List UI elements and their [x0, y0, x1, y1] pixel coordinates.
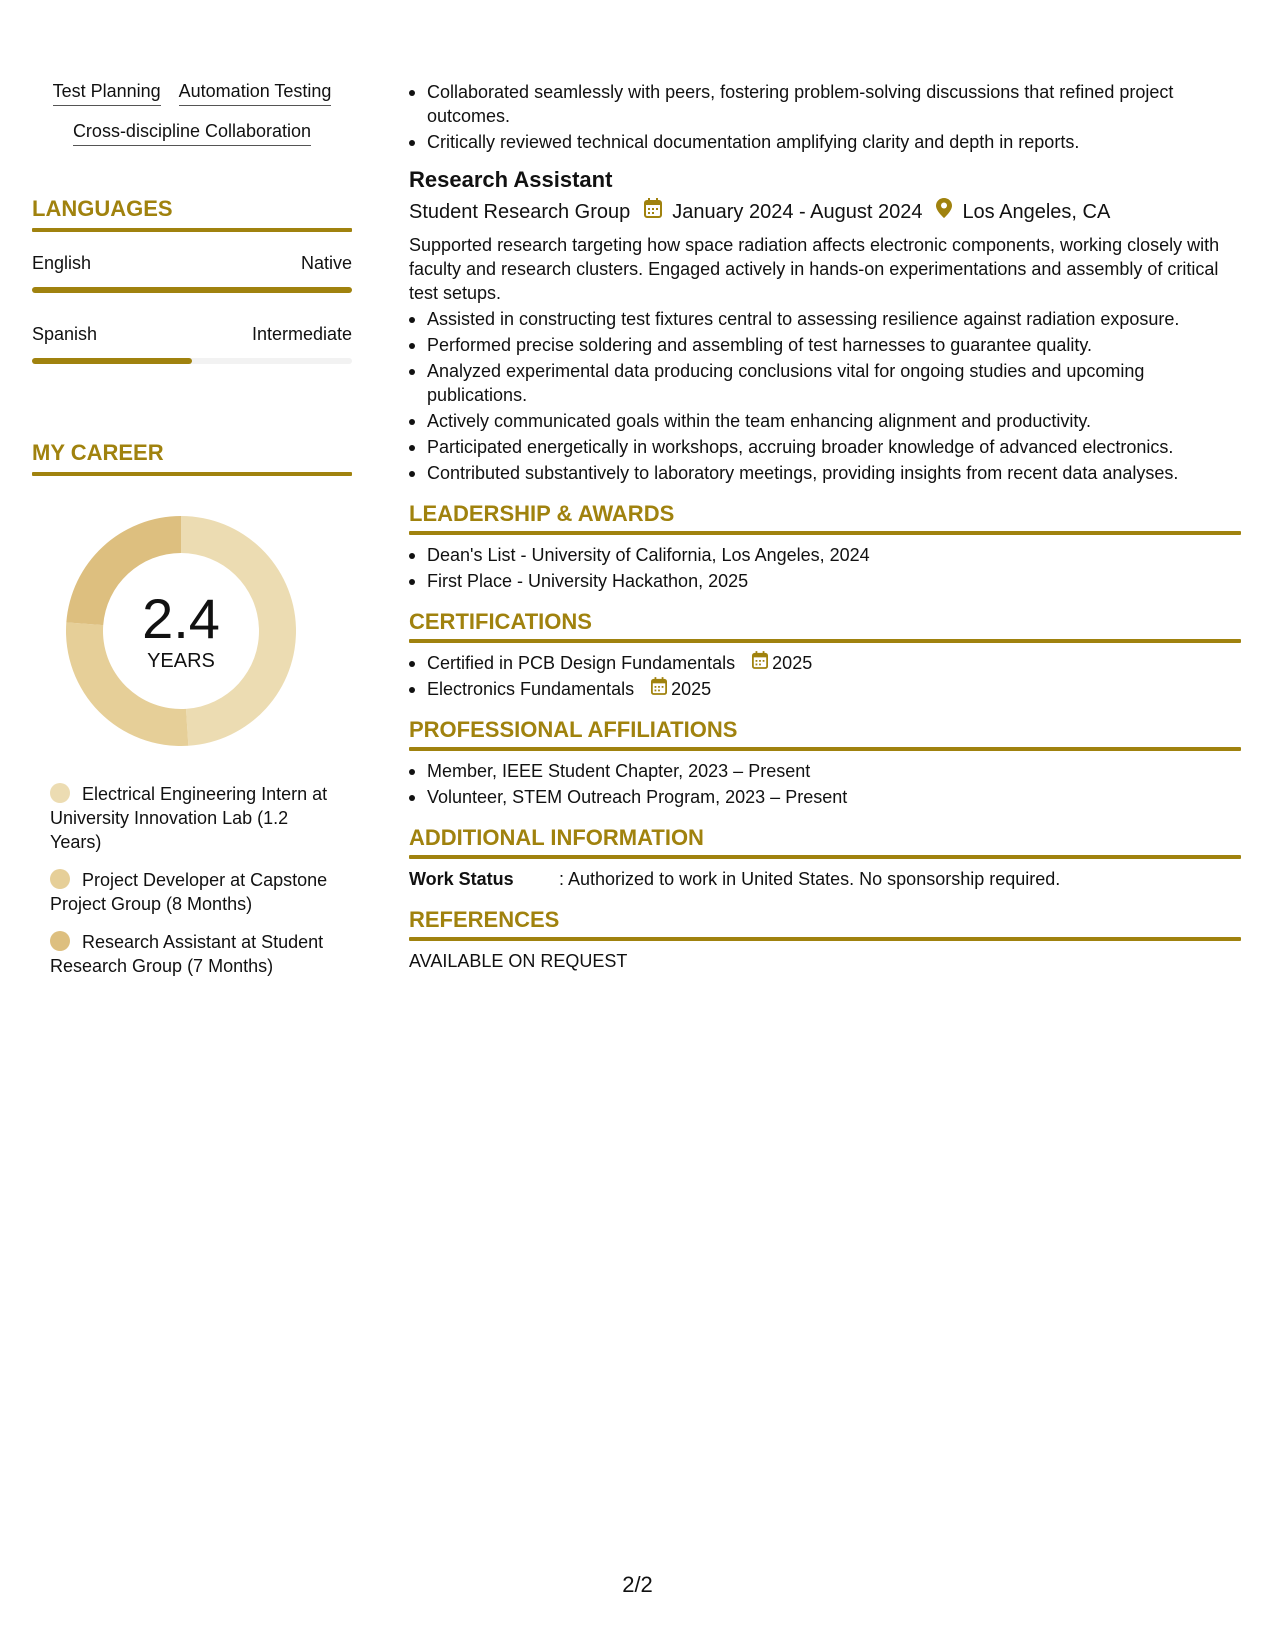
- location-pin-icon: [936, 198, 952, 225]
- language-name: English: [32, 253, 92, 273]
- language-bar-fill: [32, 287, 352, 293]
- certification-name: Electronics Fundamentals: [427, 679, 635, 699]
- work-status-label: Work Status: [409, 869, 514, 889]
- calendar-icon: [752, 651, 772, 675]
- calendar-icon: [644, 198, 662, 225]
- section-divider: [409, 531, 1241, 535]
- legend-dot-icon: [50, 869, 70, 889]
- additional-info-section: [409, 825, 1241, 891]
- legend-item: [50, 868, 330, 916]
- career-heading: MY CAREER: [32, 440, 164, 465]
- certifications-section: [409, 609, 1241, 701]
- legend-label: Project Developer at Capstone Project Group (8 Months): [50, 870, 328, 914]
- certification-item: [409, 677, 1241, 701]
- work-status-value: : Authorized to work in United States. No sponsorship required.: [559, 869, 1061, 889]
- references-heading: REFERENCES: [409, 907, 560, 932]
- certification-name: Certified in PCB Design Fundamentals: [427, 653, 736, 673]
- references-section: [409, 907, 1241, 973]
- skill-tag: Automation Testing: [179, 80, 332, 106]
- legend-item: [50, 782, 330, 854]
- skills-list: [32, 80, 352, 146]
- right-column: [409, 80, 1241, 973]
- certification-item: [409, 651, 1241, 675]
- additional-info-heading: ADDITIONAL INFORMATION: [409, 825, 704, 850]
- affiliation-item: Member, IEEE Student Chapter, 2023 – Present: [409, 759, 1241, 783]
- section-divider: [409, 639, 1241, 643]
- job-description: Supported research targeting how space radiation affects electronic components, working closely with faculty and research clusters. Engaged actively in hands-on experimentations and assembly of critical test setups.: [409, 235, 1220, 303]
- page-number: 2/2: [622, 1572, 653, 1597]
- bullet-item: Critically reviewed technical documentation amplifying clarity and depth in reports.: [409, 130, 1241, 154]
- job-company: Student Research Group: [409, 200, 631, 223]
- job-title: Research Assistant: [409, 167, 613, 192]
- career-total: 2.4: [142, 587, 220, 650]
- languages-heading: LANGUAGES: [32, 196, 173, 221]
- calendar-icon: [651, 677, 671, 701]
- legend-label: Research Assistant at Student Research Group (7 Months): [50, 932, 324, 976]
- language-level: Native: [300, 253, 352, 273]
- certifications-heading: CERTIFICATIONS: [409, 609, 592, 634]
- skill-tag: Cross-discipline Collaboration: [73, 120, 311, 146]
- language-bar: [32, 358, 352, 364]
- legend-label: Electrical Engineering Intern at University Innovation Lab (1.2 Years): [50, 784, 328, 852]
- bullet-item: Analyzed experimental data producing conclusions vital for ongoing studies and upcoming publications.: [409, 359, 1241, 407]
- affiliations-section: [409, 717, 1241, 809]
- language-level: Intermediate: [251, 324, 352, 344]
- section-divider: [409, 747, 1241, 751]
- left-column: [32, 80, 352, 992]
- job-location: Los Angeles, CA: [962, 200, 1111, 223]
- bullet-item: Performed precise soldering and assembling of test harnesses to guarantee quality.: [409, 333, 1241, 357]
- language-bar: [32, 287, 352, 293]
- job-meta: [409, 198, 1241, 225]
- award-item: First Place - University Hackathon, 2025: [409, 569, 1241, 593]
- legend-dot-icon: [50, 783, 70, 803]
- job-bullets: [409, 307, 1241, 485]
- bullet-item: Contributed substantively to laboratory meetings, providing insights from recent data analyses.: [409, 461, 1241, 485]
- bullet-item: Actively communicated goals within the team enhancing alignment and productivity.: [409, 409, 1241, 433]
- languages-section: [32, 196, 352, 364]
- language-bar-fill: [32, 358, 192, 364]
- language-item: [32, 323, 352, 364]
- skill-tag: Test Planning: [53, 80, 161, 106]
- career-unit: YEARS: [147, 650, 215, 672]
- awards-heading: LEADERSHIP & AWARDS: [409, 501, 675, 526]
- bullet-item: Assisted in constructing test fixtures central to assessing resilience against radiation exposure.: [409, 307, 1241, 331]
- career-donut-chart: [66, 516, 296, 746]
- experience-bullets: [409, 80, 1241, 154]
- references-text: AVAILABLE ON REQUEST: [409, 951, 628, 971]
- bullet-item: Collaborated seamlessly with peers, fostering problem-solving discussions that refined project outcomes.: [409, 80, 1241, 128]
- section-divider: [32, 472, 352, 476]
- career-section: [32, 440, 352, 978]
- bullet-item: Participated energetically in workshops, accruing broader knowledge of advanced electronics.: [409, 435, 1241, 459]
- job-dates: January 2024 - August 2024: [672, 200, 923, 223]
- awards-section: [409, 501, 1241, 593]
- career-legend: [50, 782, 330, 978]
- language-name: Spanish: [32, 324, 98, 344]
- certification-year: 2025: [772, 653, 813, 673]
- section-divider: [409, 855, 1241, 859]
- award-item: Dean's List - University of California, Los Angeles, 2024: [409, 543, 1241, 567]
- certification-year: 2025: [671, 679, 712, 699]
- language-item: [32, 252, 352, 293]
- section-divider: [32, 228, 352, 232]
- legend-dot-icon: [50, 931, 70, 951]
- section-divider: [409, 937, 1241, 941]
- affiliation-item: Volunteer, STEM Outreach Program, 2023 – Present: [409, 785, 1241, 809]
- affiliations-heading: PROFESSIONAL AFFILIATIONS: [409, 717, 738, 742]
- legend-item: [50, 930, 330, 978]
